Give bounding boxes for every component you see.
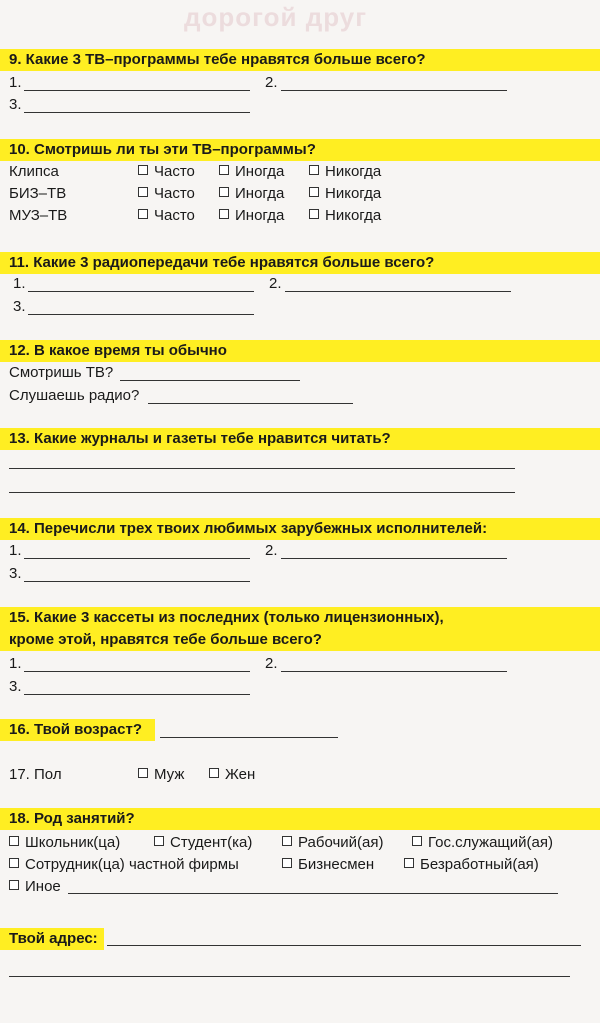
q10-muz-never[interactable]: [309, 207, 381, 225]
q9-answer-1-line[interactable]: [24, 90, 250, 91]
q10-biz-often[interactable]: [138, 185, 195, 203]
option-label: Гос.служащий(ая): [428, 834, 553, 851]
q14-title: 14. Перечисли трех твоих любимых зарубежных исполнителей:: [9, 520, 488, 537]
q18-opt-student[interactable]: [154, 834, 252, 852]
q15-title-line1: 15. Какие 3 кассеты из последних (только лицензионных),: [9, 609, 444, 626]
q15-answer-2-line[interactable]: [281, 671, 507, 672]
option-label: Студент(ка): [170, 834, 253, 851]
option-label: Никогда: [325, 163, 382, 180]
q11-num-1: 1.: [13, 275, 26, 292]
address-line-2[interactable]: [9, 976, 570, 977]
q10-biz-sometimes[interactable]: [219, 185, 284, 203]
option-label: Иногда: [235, 163, 285, 180]
checkbox-icon[interactable]: [309, 209, 319, 219]
checkbox-icon[interactable]: [219, 165, 229, 175]
option-label: Иное: [25, 878, 61, 895]
q12-radio-line[interactable]: [148, 403, 353, 404]
checkbox-icon[interactable]: [282, 858, 292, 868]
checkbox-icon[interactable]: [309, 165, 319, 175]
option-label: Часто: [154, 207, 195, 224]
q18-title: 18. Род занятий?: [9, 810, 135, 827]
q9-num-3: 3.: [9, 96, 22, 113]
option-label: Безработный(ая): [420, 856, 539, 873]
option-label: Сотрудник(ца) частной фирмы: [25, 856, 239, 873]
q15-title-line2: кроме этой, нравятся тебе больше всего?: [9, 631, 322, 648]
checkbox-icon[interactable]: [412, 836, 422, 846]
q12-title: 12. В какое время ты обычно: [9, 342, 227, 359]
q18-opt-worker[interactable]: [282, 834, 383, 852]
q11-answer-3-line[interactable]: [28, 314, 254, 315]
option-label: Никогда: [325, 185, 382, 202]
checkbox-icon[interactable]: [309, 187, 319, 197]
q11-num-3: 3.: [13, 298, 26, 315]
q9-num-2: 2.: [265, 74, 278, 91]
q18-opt-schoolchild[interactable]: [9, 834, 120, 852]
option-label: Часто: [154, 163, 195, 180]
q9-title: 9. Какие 3 ТВ–программы тебе нравятся больше всего?: [9, 51, 426, 68]
checkbox-icon[interactable]: [138, 187, 148, 197]
q11-num-2: 2.: [269, 275, 282, 292]
option-label: Никогда: [325, 207, 382, 224]
checkbox-icon[interactable]: [138, 768, 148, 778]
option-label: Часто: [154, 185, 195, 202]
q18-opt-private-employee[interactable]: [9, 856, 239, 874]
address-line-1[interactable]: [107, 945, 581, 946]
q15-num-3: 3.: [9, 678, 22, 695]
q14-num-3: 3.: [9, 565, 22, 582]
q10-biz-never[interactable]: [309, 185, 381, 203]
q16-title: 16. Твой возраст?: [9, 721, 142, 738]
checkbox-icon[interactable]: [138, 165, 148, 175]
q11-answer-2-line[interactable]: [285, 291, 511, 292]
option-label: Рабочий(ая): [298, 834, 384, 851]
q13-title: 13. Какие журналы и газеты тебе нравится читать?: [9, 430, 391, 447]
q10-row-muz-tv: МУЗ–ТВ: [9, 207, 68, 224]
q12-tv-label: Смотришь ТВ?: [9, 364, 114, 381]
q9-num-1: 1.: [9, 74, 22, 91]
q14-answer-1-line[interactable]: [24, 558, 250, 559]
checkbox-icon[interactable]: [219, 187, 229, 197]
checkbox-icon[interactable]: [219, 209, 229, 219]
q17-female-option[interactable]: [209, 766, 255, 784]
checkbox-icon[interactable]: [154, 836, 164, 846]
q10-klipsa-often[interactable]: [138, 163, 195, 181]
q10-klipsa-sometimes[interactable]: [219, 163, 284, 181]
q15-answer-3-line[interactable]: [24, 694, 250, 695]
q10-row-klipsa: Клипса: [9, 163, 59, 180]
checkbox-icon[interactable]: [282, 836, 292, 846]
q17-male-option[interactable]: [138, 766, 184, 784]
q14-answer-2-line[interactable]: [281, 558, 507, 559]
q9-answer-2-line[interactable]: [281, 90, 507, 91]
q15-answer-1-line[interactable]: [24, 671, 250, 672]
q10-row-biz-tv: БИЗ–ТВ: [9, 185, 67, 202]
option-label: Школьник(ца): [25, 834, 121, 851]
q18-opt-businessman[interactable]: [282, 856, 374, 874]
checkbox-icon[interactable]: [9, 836, 19, 846]
q17-label: 17. Пол: [9, 766, 62, 783]
checkbox-icon[interactable]: [209, 768, 219, 778]
option-label: Иногда: [235, 207, 285, 224]
q15-num-1: 1.: [9, 655, 22, 672]
q13-answer-line-1[interactable]: [9, 468, 515, 469]
q18-opt-unemployed[interactable]: [404, 856, 539, 874]
q14-num-2: 2.: [265, 542, 278, 559]
option-label: Бизнесмен: [298, 856, 375, 873]
q12-radio-label: Слушаешь радио?: [9, 387, 140, 404]
q10-muz-often[interactable]: [138, 207, 195, 225]
q14-num-1: 1.: [9, 542, 22, 559]
q15-num-2: 2.: [265, 655, 278, 672]
q13-answer-line-2[interactable]: [9, 492, 515, 493]
q18-opt-other[interactable]: [9, 878, 61, 896]
q14-answer-3-line[interactable]: [24, 581, 250, 582]
q18-opt-civil-servant[interactable]: [412, 834, 553, 852]
address-label: Твой адрес:: [9, 930, 98, 947]
option-label: Иногда: [235, 185, 285, 202]
option-label: Жен: [225, 766, 256, 783]
q10-klipsa-never[interactable]: [309, 163, 381, 181]
checkbox-icon[interactable]: [404, 858, 414, 868]
q9-answer-3-line[interactable]: [24, 112, 250, 113]
header-ghost-text: дорогой друг: [184, 2, 368, 32]
q11-answer-1-line[interactable]: [28, 291, 254, 292]
q12-tv-line[interactable]: [120, 380, 300, 381]
checkbox-icon[interactable]: [9, 880, 19, 890]
checkbox-icon[interactable]: [138, 209, 148, 219]
q11-title: 11. Какие 3 радиопередачи тебе нравятся больше всего?: [9, 254, 435, 271]
option-label: Муж: [154, 766, 185, 783]
q16-age-line[interactable]: [160, 737, 338, 738]
q18-other-line[interactable]: [68, 893, 558, 894]
checkbox-icon[interactable]: [9, 858, 19, 868]
q10-muz-sometimes[interactable]: [219, 207, 284, 225]
q10-title: 10. Смотришь ли ты эти ТВ–программы?: [9, 141, 316, 158]
